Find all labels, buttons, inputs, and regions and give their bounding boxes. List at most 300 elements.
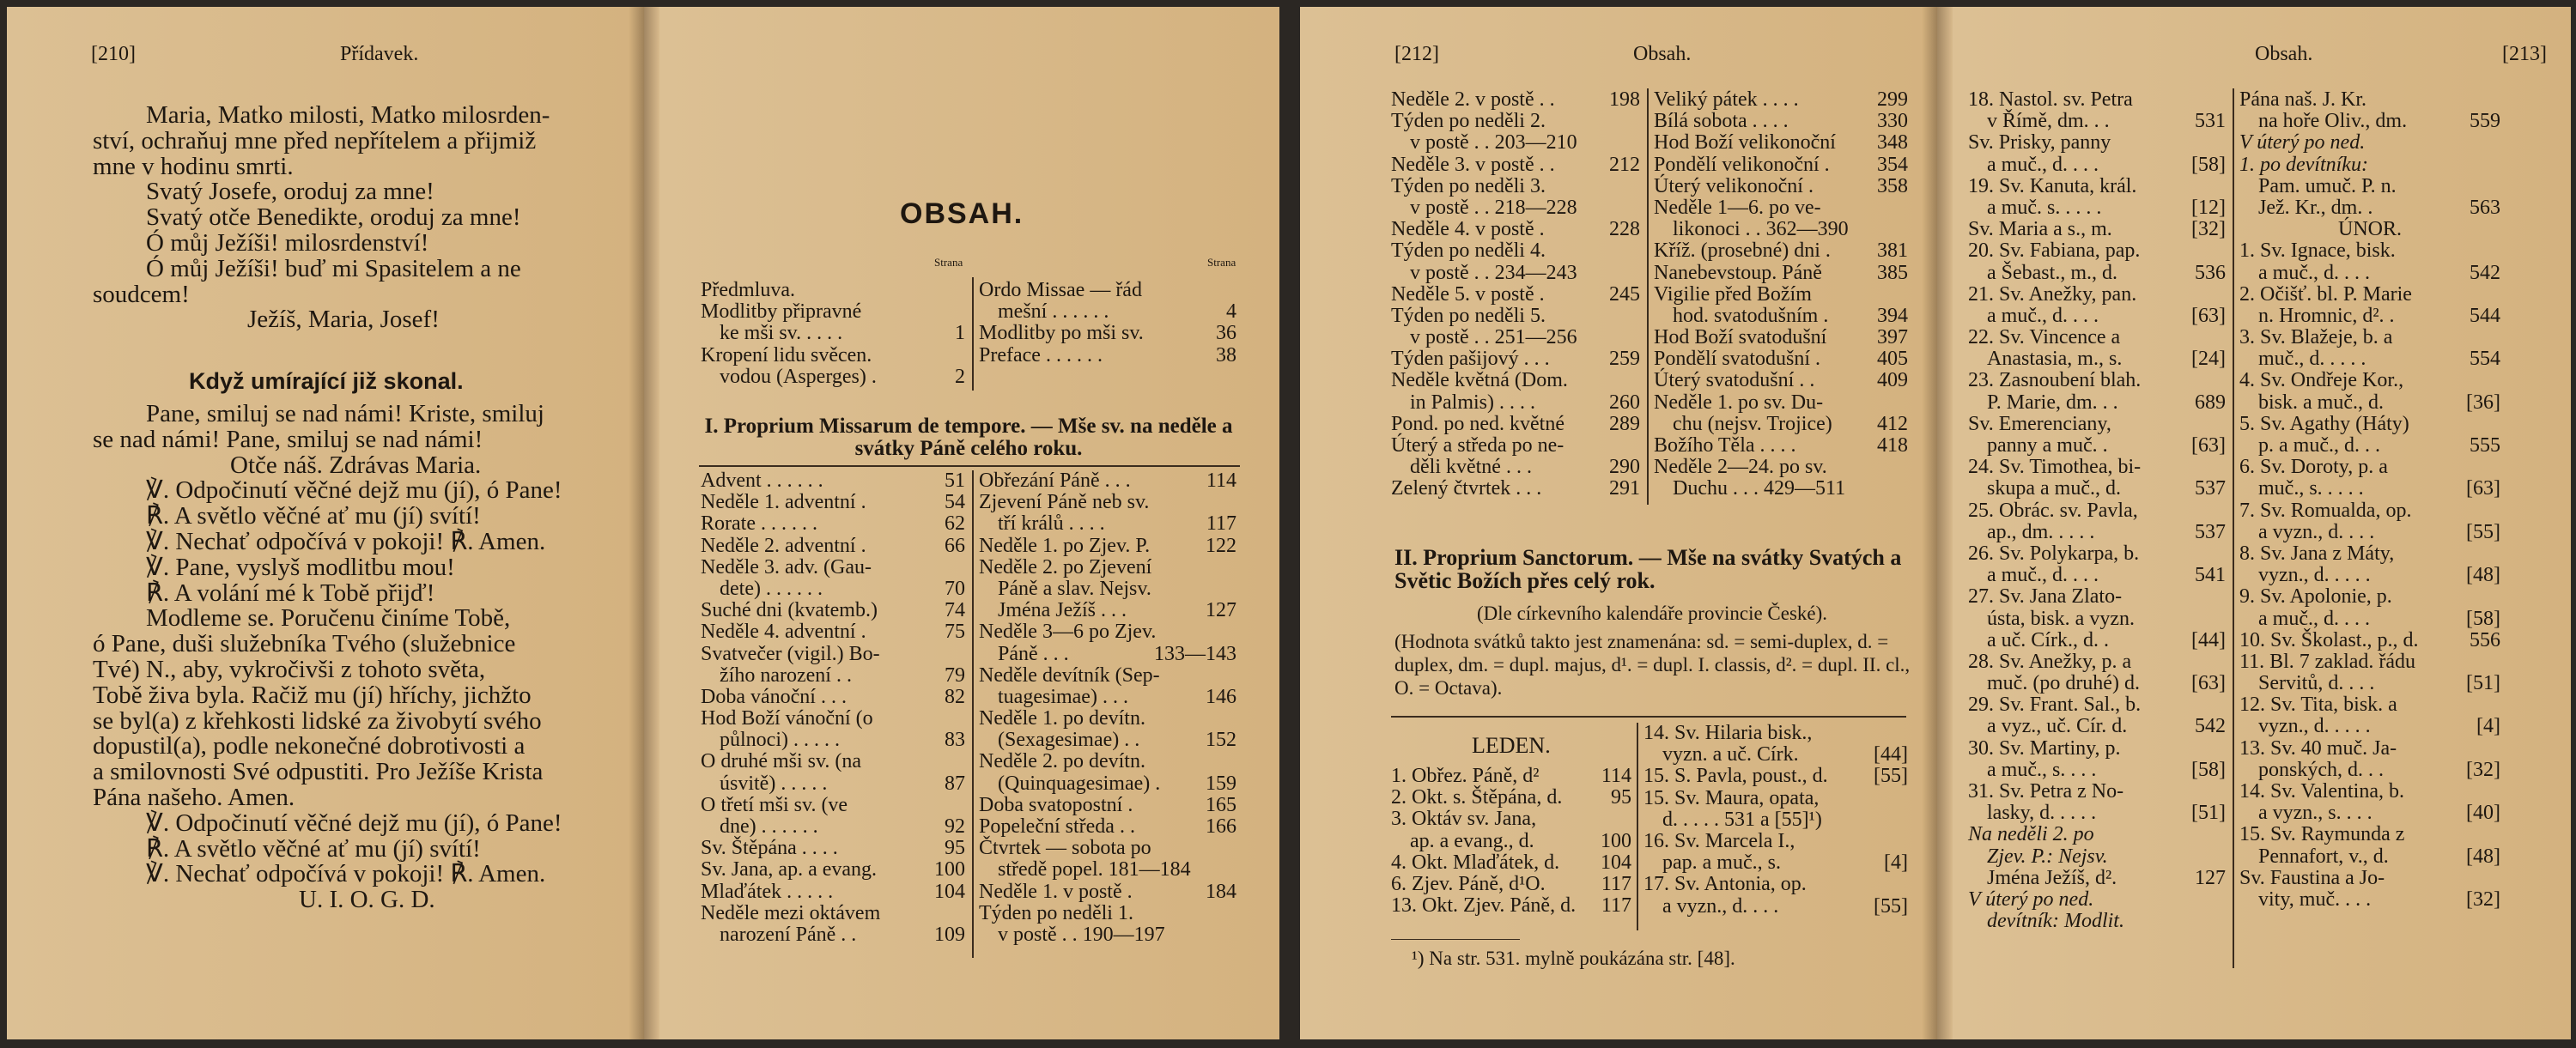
toc-entry: [1654, 219, 1908, 240]
entry-label: chu (nejsv. Trojice): [1673, 412, 1832, 435]
toc-entry: [979, 795, 1236, 816]
toc-entry: [1654, 240, 1908, 262]
toc-entry: [1968, 673, 2226, 694]
toc-entry: [1968, 284, 2226, 306]
toc-entry: [1654, 457, 1908, 478]
toc-entry: [1654, 284, 1908, 306]
entry-label: vyzn., d. . . . .: [2258, 715, 2371, 738]
entry-label: a muč., d. . . .: [1987, 153, 2099, 176]
entry-label: 17. Sv. Antonia, op.: [1643, 873, 1807, 896]
toc-entry: [1968, 586, 2226, 608]
toc-entry: [2239, 370, 2500, 391]
toc-entry: [2239, 522, 2500, 543]
toc-entry: [979, 600, 1236, 621]
toc-entry: [979, 536, 1236, 557]
toc-entry: [1643, 723, 1908, 744]
entry-label: vyzn., d. . . . .: [2258, 564, 2371, 587]
entry-page: 348: [1877, 131, 1908, 154]
entry-page: [4]: [1884, 851, 1908, 875]
toc-entry: [1968, 457, 2226, 478]
entry-page: 536: [2195, 261, 2226, 284]
entry-label: ústa, bisk. a vyzn.: [1987, 607, 2135, 630]
entry-label: bisk. a muč., d.: [2258, 391, 2384, 414]
toc-entry: [1391, 284, 1640, 306]
entry-label: tuagesimae) . . .: [998, 685, 1128, 708]
entry-page: 79: [945, 663, 965, 687]
toc-entry: [979, 557, 1236, 579]
entry-label: ÚNOR.: [2337, 218, 2402, 241]
entry-page: 330: [1877, 110, 1908, 133]
toc-entry: [1968, 824, 2226, 845]
section-1-heading: I. Proprium Missarum de tempore. — Mše sv. na neděle a svátky Páně celého roku.: [704, 415, 1233, 460]
entry-label: 25. Obrác. sv. Pavla,: [1968, 499, 2138, 522]
entry-label: 16. Sv. Marcela I.,: [1643, 829, 1795, 852]
entry-label: Modlitby připravné: [701, 300, 862, 324]
entry-label: vity, muč. . . .: [2258, 887, 2372, 911]
entry-label: Mlaďátek . . . . .: [701, 880, 834, 903]
toc-entry: [701, 621, 965, 643]
entry-page: 559: [2470, 110, 2500, 133]
toc-entry: [1968, 197, 2226, 219]
entry-label: 26. Sv. Polykarpa, b.: [1968, 542, 2140, 565]
running-head-213: Obsah.: [2255, 43, 2313, 65]
entry-label: Týden pašijový . . .: [1391, 348, 1550, 371]
toc-entry: [979, 859, 1236, 881]
toc-entry: [1391, 89, 1640, 111]
entry-page: 537: [2195, 520, 2226, 543]
entry-page: 385: [1877, 261, 1908, 284]
entry-label: Neděle 2. v postě . .: [1391, 88, 1555, 111]
entry-label: Zelený čtvrtek . . .: [1391, 477, 1542, 500]
entry-label: Bílá sobota . . . .: [1654, 110, 1789, 133]
entry-label: v postě . . 251—256: [1410, 326, 1577, 349]
entry-page: 542: [2195, 715, 2226, 738]
toc-entry: [2239, 803, 2500, 824]
toc-entry: [1643, 809, 1908, 831]
toc-entry: [1968, 240, 2226, 262]
toc-entry: [701, 751, 965, 772]
toc-entry: [1391, 132, 1640, 154]
section-2-heading: II. Proprium Sanctorum. — Mše na svátky Svatých a Světic Božích přes celý rok.: [1394, 545, 1902, 593]
toc-entry: [1968, 889, 2226, 911]
entry-page: [36]: [2466, 391, 2500, 414]
entry-label: V úterý po ned.: [2239, 131, 2366, 154]
toc-entry: [1643, 896, 1908, 918]
toc-entry: [1968, 263, 2226, 284]
entry-label: ap. a evang., d.: [1410, 829, 1534, 852]
toc-entry: [2239, 586, 2500, 608]
entry-label: O třetí mši sv. (ve: [701, 793, 848, 816]
toc-entry: [2239, 392, 2500, 414]
toc-entry: [701, 470, 965, 492]
entry-page: 689: [2195, 391, 2226, 414]
entry-label: 13. Sv. 40 muč. Ja-: [2239, 736, 2397, 760]
section-heading: Když umírající již skonal.: [189, 368, 464, 394]
toc-entry: [1391, 240, 1640, 262]
toc-entry: [2239, 89, 2500, 111]
entry-label: muč. (po druhé) d.: [1987, 672, 2140, 695]
toc-entry: [1391, 219, 1640, 240]
entry-page: 554: [2470, 348, 2500, 371]
entry-label: a vyzn., d. . . .: [2258, 520, 2375, 543]
entry-label: Nanebevstoup. Páně: [1654, 261, 1822, 284]
entry-label: Týden po neděli 5.: [1391, 304, 1546, 327]
text-line: ℟. A volání mé k Tobě přijď!: [146, 579, 435, 607]
toc-entry: [2239, 868, 2500, 889]
toc-entry: [2239, 132, 2500, 154]
toc-entry: [701, 665, 965, 687]
entry-label: a muč. s. . . . .: [1987, 196, 2102, 219]
text-line: ℣. Odpočinutí věčné dejž mu (jí), ó Pane!: [146, 476, 562, 505]
entry-label: Rorate . . . . . .: [701, 512, 817, 536]
toc-entry: [1654, 435, 1908, 457]
toc-entry: [1391, 766, 1631, 787]
toc-entry: [979, 730, 1236, 751]
column-rule: [1637, 723, 1638, 930]
running-head-210: Přídavek.: [340, 43, 419, 65]
toc-entry: [2239, 457, 2500, 478]
toc-entry: [2239, 889, 2500, 911]
entry-label: 28. Sv. Anežky, p. a: [1968, 650, 2132, 673]
toc-entry: [979, 708, 1236, 730]
entry-label: dete) . . . . . .: [720, 577, 823, 600]
entry-page: 184: [1206, 880, 1236, 903]
entry-page: 165: [1206, 793, 1236, 816]
entry-page: [44]: [1874, 743, 1908, 766]
entry-page: [63]: [2191, 672, 2226, 695]
entry-page: [63]: [2191, 304, 2226, 327]
running-head-212: Obsah.: [1633, 43, 1692, 65]
toc-entry: [2239, 760, 2500, 781]
toc-entry: [1391, 263, 1640, 284]
toc-entry: [701, 557, 965, 579]
entry-page: [58]: [2191, 153, 2226, 176]
entry-label: 1. Sv. Ignace, bisk.: [2239, 239, 2396, 263]
entry-label: hod. svatodušním .: [1673, 304, 1829, 327]
toc-column-right: [1654, 89, 1908, 500]
entry-label: v postě . . 234—243: [1410, 261, 1577, 284]
toc-entry: [1654, 176, 1908, 197]
entry-label: devítník: Modlit.: [1987, 910, 2124, 933]
toc-entry: [701, 838, 965, 859]
entry-page: 83: [945, 729, 965, 752]
toc-entry: [2239, 694, 2500, 716]
toc-entry: [1654, 478, 1908, 500]
folio-210: [210]: [91, 43, 136, 65]
toc-entry: [979, 773, 1236, 795]
entry-page: 245: [1609, 282, 1640, 306]
entry-page: 114: [1206, 469, 1236, 492]
toc-entry: [1968, 781, 2226, 803]
toc-entry: [1968, 327, 2226, 348]
prayer-block: [93, 103, 550, 333]
entry-label: 8. Sv. Jana z Máty,: [2239, 542, 2395, 565]
entry-page: 409: [1877, 369, 1908, 392]
toc-entry: [1968, 478, 2226, 500]
toc-entry: [2239, 197, 2500, 219]
entry-label: v postě . . 218—228: [1410, 196, 1577, 219]
entry-label: Neděle 1. po Zjev. P.: [979, 534, 1151, 557]
toc-entry: [979, 881, 1236, 903]
entry-label: likonoci . . 362—390: [1673, 218, 1849, 241]
entry-page: 260: [1609, 391, 1640, 414]
entry-page: 92: [945, 815, 965, 838]
text-line: Tvé) N., aby, vykročivši z tohoto světa,: [93, 655, 486, 683]
toc-entry: [1391, 370, 1640, 391]
entry-page: [63]: [2466, 477, 2500, 500]
text-line: Svatý Josefe, oroduj za mne!: [146, 178, 434, 206]
toc-entry: [1643, 788, 1908, 809]
toc-column-left: [701, 470, 965, 946]
entry-page: 358: [1877, 174, 1908, 197]
entry-label: dne) . . . . . .: [720, 815, 818, 838]
toc-entry: [979, 579, 1236, 600]
entry-page: 117: [1206, 512, 1236, 536]
entry-label: Jež. Kr., dm. .: [2258, 196, 2373, 219]
entry-label: in Palmis) . . . .: [1410, 391, 1536, 414]
toc-entry: [1643, 744, 1908, 766]
toc-entry: [1968, 738, 2226, 760]
entry-label: mešní . . . . . .: [998, 300, 1109, 324]
page-213: [1953, 7, 2571, 1039]
entry-label: 19. Sv. Kanuta, král.: [1968, 174, 2137, 197]
entry-page: 412: [1877, 412, 1908, 435]
text-line: Otče náš. Zdrávas Maria.: [230, 451, 482, 479]
toc-entry: [1654, 414, 1908, 435]
entry-page: 104: [1601, 851, 1631, 874]
entry-page: 133—143: [1154, 642, 1236, 665]
front-matter-left: [701, 280, 965, 388]
entry-page: [32]: [2466, 758, 2500, 781]
entry-page: 397: [1877, 326, 1908, 349]
toc-entry: [1391, 457, 1640, 478]
prayer-block-2: [93, 402, 562, 913]
entry-page: 542: [2470, 261, 2500, 284]
entry-label: Neděle 2. po Zjevení: [979, 555, 1152, 579]
entry-label: Neděle květná (Dom.: [1391, 369, 1568, 392]
toc-entry: [1391, 392, 1640, 414]
text-line: mne v hodinu smrti.: [93, 152, 294, 180]
entry-label: Servitů, d. . . .: [2258, 672, 2375, 695]
entry-page: 36: [1216, 322, 1236, 345]
toc-entry: [1391, 435, 1640, 457]
entry-label: Neděle 1. po sv. Du-: [1654, 391, 1824, 414]
entry-label: v postě . . 203—210: [1410, 131, 1577, 154]
entry-label: 2. Okt. s. Štěpána, d.: [1391, 786, 1563, 809]
section-rule: [699, 465, 1240, 467]
toc-entry: [1968, 565, 2226, 586]
toc-entry: [1968, 392, 2226, 414]
toc-column-right: [979, 470, 1236, 946]
legend-note: (Hodnota svátků takto jest znamenána: sd. = semi-duplex, d. = duplex, dm. = dupl. majus, d¹. = dupl. I. classis, d². = dupl. II. cl., O. = Octava).: [1394, 631, 1911, 699]
toc-entry: [1391, 197, 1640, 219]
entry-page: 354: [1877, 153, 1908, 176]
entry-label: p. a muč., d. . .: [2258, 434, 2380, 457]
toc-entry: [1391, 874, 1631, 895]
toc-entry: [1968, 651, 2226, 673]
month-heading: LEDEN.: [1472, 733, 1551, 758]
entry-label: vodou (Asperges) .: [720, 365, 877, 388]
entry-label: 30. Sv. Martiny, p.: [1968, 736, 2121, 760]
toc-entry: [979, 665, 1236, 687]
text-line: ℣. Nechať odpočívá v pokoji! ℟. Amen.: [146, 860, 546, 888]
entry-label: středě popel. 181—184: [998, 858, 1191, 881]
entry-label: Neděle mezi oktávem: [701, 901, 881, 924]
entry-label: a muč., d. . . .: [1987, 304, 2099, 327]
entry-label: Božího Těla . . . .: [1654, 434, 1796, 457]
entry-page: [48]: [2466, 845, 2500, 868]
entry-label: a vyz., uč. Cír. d.: [1987, 715, 2128, 738]
entry-label: 11. Bl. 7 zaklad. řádu: [2239, 650, 2416, 673]
toc-entry: [2239, 824, 2500, 845]
entry-label: v Římě, dm. . .: [1987, 110, 2110, 133]
toc-entry: [701, 301, 965, 323]
entry-label: Na neděli 2. po: [1968, 823, 2094, 846]
entry-label: n. Hromnic, d². .: [2258, 304, 2395, 327]
toc-entry: [701, 492, 965, 513]
toc-entry: [2239, 284, 2500, 306]
entry-page: 82: [945, 685, 965, 708]
toc-entry: [701, 366, 965, 388]
toc-entry: [2239, 565, 2500, 586]
toc-entry: [701, 859, 965, 881]
toc-entry: [1968, 846, 2226, 868]
toc-entry: [1968, 868, 2226, 889]
toc-entry: [979, 345, 1236, 366]
entry-label: Pennafort, v., d.: [2258, 845, 2389, 868]
entry-label: na hoře Oliv., dm.: [2258, 110, 2408, 133]
entry-label: Pondělí velikonoční .: [1654, 153, 1830, 176]
entry-page: 418: [1877, 434, 1908, 457]
toc-entry: [1391, 176, 1640, 197]
entry-page: 117: [1601, 872, 1631, 895]
entry-page: 4: [1226, 300, 1236, 324]
entry-label: 1. po devítníku:: [2239, 153, 2368, 176]
toc-entry: [2239, 630, 2500, 651]
toc-entry: [2239, 111, 2500, 132]
entry-page: 51: [945, 469, 965, 492]
entry-label: Hod Boží svatodušní: [1654, 326, 1827, 349]
entry-page: 228: [1609, 218, 1640, 241]
toc-entry: [2239, 176, 2500, 197]
entry-label: narození Páně . .: [720, 923, 857, 946]
toc-entry: [1391, 478, 1640, 500]
toc-entry: [1391, 895, 1631, 917]
toc-entry: [2239, 609, 2500, 630]
toc-entry: [1968, 219, 2226, 240]
entry-page: 109: [934, 923, 965, 946]
toc-entry: [1391, 306, 1640, 327]
toc-entry: [1654, 306, 1908, 327]
text-line: se byl(a) z křehkosti lidské za živobytí svého: [93, 706, 542, 735]
entry-label: 15. S. Pavla, poust., d.: [1643, 765, 1828, 788]
entry-label: 3. Oktáv sv. Jana,: [1391, 808, 1537, 831]
text-line: ℣. Nechať odpočívá v pokoji! ℟. Amen.: [146, 527, 546, 555]
toc-entry: [1968, 414, 2226, 435]
entry-label: 15. Sv. Maura, opata,: [1643, 786, 1820, 809]
entry-page: 152: [1206, 729, 1236, 752]
entry-label: Neděle devítník (Sep-: [979, 663, 1160, 687]
text-line: Pane, smiluj se nad námi! Kriste, smiluj: [146, 400, 544, 427]
text-line: Maria, Matko milosti, Matko milosrden-: [146, 101, 550, 129]
entry-label: Předmluva.: [701, 279, 795, 301]
entry-page: 394: [1877, 304, 1908, 327]
calendar-note: (Dle církevního kalendáře provincie České).: [1476, 603, 1828, 624]
entry-label: Pána naš. J. Kr.: [2239, 88, 2366, 111]
toc-entry: [979, 301, 1236, 323]
column-rule: [2233, 88, 2234, 968]
entry-label: 20. Sv. Fabiana, pap.: [1968, 239, 2141, 263]
toc-entry: [1968, 176, 2226, 197]
entry-label: Modlitby po mši sv.: [979, 322, 1144, 345]
entry-page: [51]: [2191, 802, 2226, 825]
entry-label: a vyzn., s. . . .: [2258, 802, 2372, 825]
toc-entry: [2239, 543, 2500, 565]
entry-label: Neděle 3—6 po Zjev.: [979, 621, 1157, 644]
entry-page: 146: [1206, 685, 1236, 708]
entry-label: 14. Sv. Valentina, b.: [2239, 780, 2404, 803]
text-line: ℟. A světlo věčné ať mu (jí) svítí!: [146, 502, 481, 530]
footnote: ¹) Na str. 531. mylně poukázána str. [48].: [1412, 948, 1735, 969]
toc-entry: [2239, 500, 2500, 522]
toc-entry: [701, 323, 965, 344]
footnote-rule: [1391, 939, 1520, 940]
toc-entry: [1968, 543, 2226, 565]
folio-213: [213]: [2502, 43, 2547, 65]
entry-label: 10. Sv. Školast., p., d.: [2239, 628, 2419, 651]
entry-label: Sv. Maria a s., m.: [1968, 218, 2112, 241]
entry-page: 537: [2195, 477, 2226, 500]
text-line: Ó můj Ježíši! buď mi Spasitelem a ne: [146, 254, 521, 282]
entry-label: žího narození . .: [720, 663, 852, 687]
toc-entry: [2239, 846, 2500, 868]
toc-entry: [701, 881, 965, 903]
entry-page: [24]: [2191, 348, 2226, 371]
calendar-column-left: [1968, 89, 2226, 932]
entry-label: Zjevení Páně neb sv.: [979, 491, 1150, 514]
toc-entry: [1968, 132, 2226, 154]
entry-label: 6. Zjev. Páně, d¹O.: [1391, 872, 1546, 895]
toc-entry: [1968, 306, 2226, 327]
entry-label: půlnoci) . . . . .: [720, 729, 840, 752]
text-line: ství, ochraňuj mne před nepřítelem a přijmiž: [93, 126, 537, 154]
entry-page: 259: [1609, 348, 1640, 371]
entry-label: Neděle 2. adventní .: [701, 534, 866, 557]
entry-label: v postě . . 190—197: [998, 923, 1165, 946]
entry-page: 289: [1609, 412, 1640, 435]
entry-label: Neděle 4. adventní .: [701, 621, 866, 644]
entry-label: 15. Sv. Raymunda z: [2239, 823, 2405, 846]
entry-label: 22. Sv. Vincence a: [1968, 326, 2121, 349]
entry-label: 6. Sv. Doroty, p. a: [2239, 456, 2388, 479]
entry-page: 100: [1601, 829, 1631, 852]
entry-label: Týden po neděli 1.: [979, 901, 1133, 924]
entry-page: [32]: [2191, 218, 2226, 241]
entry-page: 556: [2470, 628, 2500, 651]
entry-label: Týden po neděli 2.: [1391, 110, 1546, 133]
toc-entry: [979, 621, 1236, 643]
entry-label: Pond. po ned. květné: [1391, 412, 1564, 435]
toc-entry: [979, 924, 1236, 946]
entry-label: Sv. Emerenciany,: [1968, 412, 2111, 435]
toc-entry: [2239, 348, 2500, 370]
toc-entry: [701, 536, 965, 557]
entry-label: Sv. Jana, ap. a evang.: [701, 858, 878, 881]
calendar-column-right: [2239, 89, 2500, 911]
toc-entry: [1968, 609, 2226, 630]
entry-page: 1: [955, 322, 965, 345]
entry-label: Neděle 1—6. po ve-: [1654, 196, 1821, 219]
